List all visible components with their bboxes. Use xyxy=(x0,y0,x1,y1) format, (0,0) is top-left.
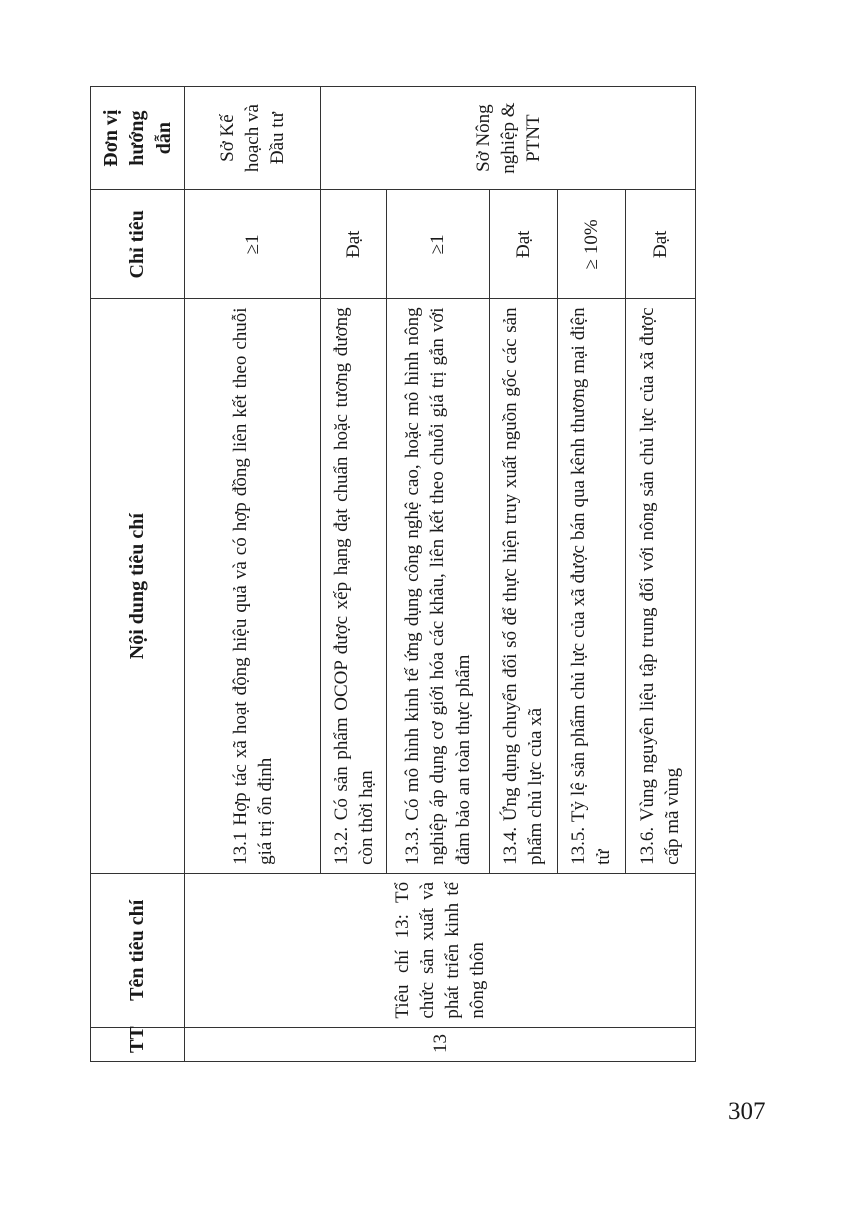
criterion-name: Tiêu chí 13: Tổ chức sản xuất và phát triển kinh tế nông thôn xyxy=(185,873,696,1027)
header-row xyxy=(91,87,185,1062)
criterion-target: ≥ 10% xyxy=(557,190,625,299)
header-tt: TT xyxy=(91,1027,185,1061)
criterion-number: 13 xyxy=(185,1027,696,1061)
criteria-table xyxy=(90,86,696,1062)
criterion-target: Đạt xyxy=(625,190,695,299)
header-target: Chỉ tiêu xyxy=(91,190,185,299)
criteria-table-page xyxy=(90,86,696,1062)
criterion-content: 13.3. Có mô hình kinh tế ứng dụng công nghệ cao, hoặc mô hình nông nghiệp áp dụng cơ giới hóa các khâu, liên kết theo chuỗi giá trị gắn với đảm bảo an toàn thực phẩm xyxy=(387,299,489,873)
criterion-content: 13.4. Ứng dụng chuyển đổi số để thực hiện truy xuất nguồn gốc các sản phẩm chủ lực của xã xyxy=(489,299,557,873)
guiding-unit: Sở Nông nghiệp & PTNT xyxy=(321,87,696,190)
criterion-content: 13.5. Tỷ lệ sản phẩm chủ lực của xã được bán qua kênh thương mại điện tử xyxy=(557,299,625,873)
criterion-content: 13.6. Vùng nguyên liệu tập trung đối với nông sản chủ lực của xã được cấp mã vùng xyxy=(625,299,695,873)
table-row xyxy=(185,87,321,1062)
criterion-target: ≥1 xyxy=(387,190,489,299)
guiding-unit: Sở Kế hoạch và Đầu tư xyxy=(185,87,321,190)
criterion-content: 13.2. Có sản phẩm OCOP được xếp hạng đạt chuẩn hoặc tương đương còn thời hạn xyxy=(321,299,387,873)
page-number: 307 xyxy=(728,1098,766,1125)
header-criterion-content: Nội dung tiêu chí xyxy=(91,299,185,873)
criterion-content: 13.1 Hợp tác xã hoạt động hiệu quả và có hợp đồng liên kết theo chuỗi giá trị ổn định xyxy=(185,299,321,873)
rotated-table-container xyxy=(90,86,696,1062)
header-guiding-unit: Đơn vị hướng dẫn xyxy=(91,87,185,190)
criterion-target: Đạt xyxy=(489,190,557,299)
criterion-target: Đạt xyxy=(321,190,387,299)
criterion-target: ≥1 xyxy=(185,190,321,299)
header-criterion-name: Tên tiêu chí xyxy=(91,873,185,1027)
